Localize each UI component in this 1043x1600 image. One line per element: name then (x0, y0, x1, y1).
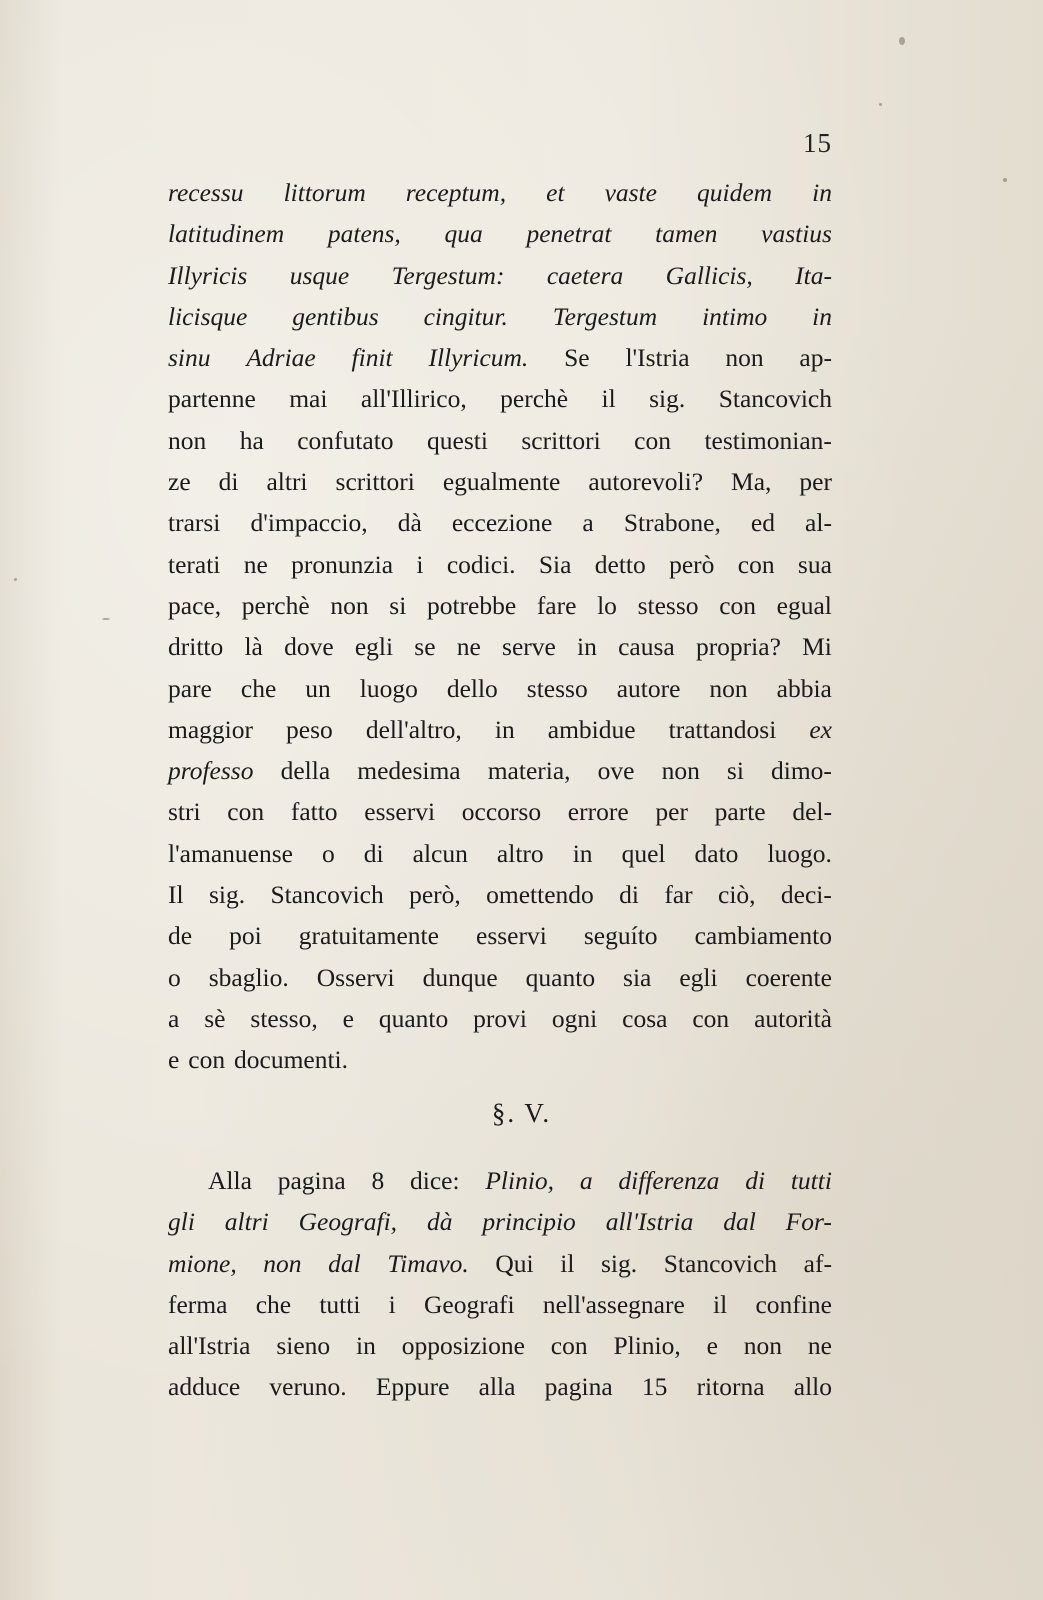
word: si (389, 590, 407, 620)
text-line (168, 502, 832, 543)
word: cosa (622, 1003, 668, 1033)
word: Gallicis, (665, 260, 753, 290)
text-line (168, 874, 832, 915)
word: pagina (544, 1372, 613, 1402)
word: per (799, 467, 832, 497)
word: licisque (168, 301, 248, 331)
word: provi (473, 1003, 527, 1033)
text-line (168, 1160, 832, 1201)
word: sua (797, 549, 832, 579)
word: receptum, (405, 178, 507, 207)
word: eccezione (451, 508, 553, 538)
word: esservi (476, 921, 547, 951)
word: trattandosi (668, 714, 777, 744)
word: con (634, 425, 671, 455)
text-line (168, 378, 832, 419)
word: Plinio, (485, 1166, 555, 1195)
word: seguíto (583, 921, 658, 951)
word: cambiamento (694, 921, 832, 951)
text-line (168, 461, 832, 502)
word: differenza (618, 1166, 720, 1195)
word: i (388, 1289, 396, 1319)
word: quidem (697, 178, 773, 207)
word: tutti (790, 1166, 832, 1195)
word: dal (723, 1207, 756, 1237)
word: autorità (754, 1003, 832, 1033)
word: veruno. (269, 1372, 347, 1402)
word: stesso, (250, 1003, 318, 1033)
word: ne (243, 549, 268, 579)
word: omettendo (486, 880, 594, 910)
word: vaste (604, 178, 657, 207)
word: fatto (290, 797, 338, 827)
word: in (812, 178, 832, 207)
word: i (416, 549, 424, 579)
word: sè (204, 1003, 226, 1033)
word: a (579, 1166, 593, 1195)
text-line (168, 1039, 832, 1080)
word: dunque (422, 962, 498, 992)
word: confine (755, 1289, 832, 1319)
word: Osservi (316, 962, 395, 992)
word: mai (289, 384, 328, 414)
word: errore (567, 797, 629, 827)
word: pronunzia (291, 549, 394, 579)
word: 8 (371, 1166, 385, 1195)
text-line (168, 833, 832, 874)
word: non (709, 673, 748, 703)
word: all'Istria (605, 1207, 694, 1237)
word: un (305, 673, 331, 703)
word: egli (679, 962, 718, 992)
word: maggior (168, 714, 253, 744)
word: sbaglio. (208, 962, 289, 992)
word: l'Istria (625, 343, 690, 373)
text-line (168, 420, 832, 461)
text-line (168, 544, 832, 585)
word: et (546, 178, 565, 207)
word: ferma (168, 1289, 228, 1319)
word: fare (536, 590, 577, 620)
word: in (812, 301, 832, 331)
word: d'impaccio, (250, 508, 368, 538)
word: in (494, 714, 515, 744)
word: dà (426, 1207, 453, 1237)
word: parte (714, 797, 766, 827)
word: stesso (526, 673, 588, 703)
word: con (188, 1045, 226, 1075)
word: Ita- (795, 260, 832, 290)
word: dal (328, 1248, 361, 1278)
text-line (168, 1366, 832, 1407)
word: cingitur. (423, 301, 508, 331)
word: poi (229, 921, 262, 951)
word: dato (694, 838, 739, 868)
word: il (601, 384, 616, 414)
word: ritorna (696, 1372, 765, 1402)
word: si (726, 756, 744, 786)
word: gratuitamente (298, 921, 439, 951)
word: Mi (802, 632, 832, 662)
word: trarsi (168, 508, 221, 538)
paragraph-section-v (168, 1160, 832, 1408)
text-line (168, 172, 832, 213)
word: egli (354, 632, 394, 662)
word: materia, (487, 756, 571, 786)
word: luogo. (767, 838, 832, 868)
word: occorso (461, 797, 542, 827)
text-line (168, 626, 832, 667)
word: non (263, 1248, 302, 1278)
text-line (168, 1284, 832, 1325)
word: intimo (702, 301, 768, 331)
word: in (572, 838, 593, 868)
word: Tergestum (552, 301, 658, 331)
word: patens, (327, 219, 401, 249)
word: con (719, 590, 757, 620)
text-line (168, 255, 832, 296)
word: partenne (168, 384, 256, 414)
word: questi (427, 425, 488, 455)
word: potrebbe (426, 590, 517, 620)
word: altri (266, 467, 308, 497)
word: Illyricum. (428, 343, 529, 373)
word: Eppure (375, 1372, 450, 1402)
word: che (255, 1289, 292, 1319)
word: causa (618, 632, 675, 662)
word: per (655, 797, 688, 827)
word: che (240, 673, 277, 703)
word: pagina (277, 1166, 346, 1195)
word: tutti (319, 1289, 361, 1319)
word: gentibus (292, 301, 379, 331)
word: For- (785, 1207, 832, 1237)
word: Sia (538, 549, 572, 579)
word: egualmente (442, 467, 561, 497)
word: terati (168, 549, 221, 579)
word: non (725, 343, 764, 373)
word: Stancovich (718, 384, 832, 414)
word: con (737, 549, 775, 579)
word: qua (444, 219, 483, 249)
word: scrittori (521, 425, 601, 455)
word: peso (286, 714, 333, 744)
word: scrittori (335, 467, 415, 497)
word: di (745, 1166, 766, 1195)
word: caetera (546, 260, 624, 290)
word: altro (496, 838, 544, 868)
text-line (168, 213, 832, 254)
word: adduce (168, 1372, 241, 1402)
word: detto (594, 549, 646, 579)
text-line (168, 337, 832, 378)
word: e (706, 1331, 718, 1361)
word: propria? (695, 632, 781, 662)
word: il (713, 1289, 728, 1319)
word: ex (809, 714, 832, 744)
text-line (168, 1325, 832, 1366)
word: luogo (359, 673, 418, 703)
text-line (168, 1201, 832, 1242)
word: 15 (641, 1372, 668, 1402)
word: ed (750, 508, 775, 538)
word: littorum (283, 178, 366, 207)
word: serve (502, 632, 556, 662)
word: Alla (208, 1166, 252, 1195)
word: nell'assegnare (542, 1289, 685, 1319)
word: dritto (168, 632, 224, 662)
word: Timavo. (387, 1248, 469, 1278)
word: allo (793, 1372, 832, 1402)
word: documenti. (234, 1045, 349, 1075)
word: deci- (780, 880, 832, 910)
word: ap- (799, 343, 832, 373)
word: alla (478, 1372, 516, 1402)
word: vastius (761, 219, 832, 249)
word: gli (168, 1207, 195, 1237)
word: del- (792, 797, 832, 827)
word: opposizione (401, 1331, 525, 1361)
word: a (582, 508, 594, 538)
word: non (661, 756, 700, 786)
word: ciò, (718, 880, 756, 910)
word: con (227, 797, 265, 827)
word: di (363, 838, 384, 868)
word: o (322, 838, 335, 868)
word: però, (409, 880, 461, 910)
word: perchè (500, 384, 569, 414)
word: e (342, 1003, 354, 1033)
word: far (664, 880, 693, 910)
word: Se (564, 343, 590, 373)
word: sig. (649, 384, 686, 414)
word: il (560, 1248, 575, 1278)
word: non (330, 590, 369, 620)
word: Stancovich (270, 880, 384, 910)
word: perchè (241, 590, 310, 620)
word: medesima (357, 756, 461, 786)
word: sig. (601, 1248, 638, 1278)
word: Adriae (246, 343, 316, 373)
word: pace, (168, 590, 222, 620)
text-line (168, 750, 832, 791)
word: penetrat (526, 219, 612, 249)
word: dove (284, 632, 334, 662)
word: in (356, 1331, 376, 1361)
word: e (168, 1045, 180, 1075)
word: mione, (168, 1248, 237, 1278)
paragraph-continued (168, 172, 832, 1081)
word: dell'altro, (365, 714, 462, 744)
word: stri (168, 797, 201, 827)
word: a (168, 1003, 180, 1033)
word: o (168, 962, 181, 992)
text-line (168, 668, 832, 709)
section-heading: §. V. (491, 1098, 552, 1128)
word: dà (397, 508, 422, 538)
word: confutato (297, 425, 394, 455)
word: di (619, 880, 639, 910)
word: all'Istria (168, 1331, 251, 1361)
word: quanto (525, 962, 596, 992)
word: con (692, 1003, 730, 1033)
word: finit (351, 343, 393, 373)
word: in (577, 632, 597, 662)
word: con (550, 1331, 588, 1361)
word: ove (597, 756, 635, 786)
word: quanto (378, 1003, 449, 1033)
word: al- (805, 508, 832, 538)
word: sig. (208, 880, 246, 910)
word: l'amanuense (168, 838, 293, 868)
word: sieno (276, 1331, 331, 1361)
word: Ma, (731, 467, 772, 497)
word: Plinio, (613, 1331, 681, 1361)
word: Geografi (423, 1289, 515, 1319)
text-line (168, 957, 832, 998)
word: esservi (364, 797, 436, 827)
word: altri (224, 1207, 269, 1237)
word: di (218, 467, 239, 497)
word: Qui (495, 1248, 534, 1278)
word: dice: (409, 1166, 460, 1195)
word: autorevoli? (588, 467, 704, 497)
word: ha (239, 425, 264, 455)
word: dello (446, 673, 498, 703)
word: lo (597, 590, 617, 620)
word: principio (482, 1207, 576, 1237)
word: Il (168, 880, 184, 910)
word: ne (456, 632, 481, 662)
text-line (168, 585, 832, 626)
word: ambidue (547, 714, 636, 744)
word: stesso (637, 590, 699, 620)
text-line (168, 915, 832, 956)
word: egual (776, 590, 832, 620)
word: recessu (168, 178, 244, 207)
word: Illyricis (168, 260, 248, 290)
word: all'Illirico, (360, 384, 467, 414)
word: non (743, 1331, 783, 1361)
word: dimo- (771, 756, 832, 786)
word: autore (616, 673, 681, 703)
word: alcun (412, 838, 468, 868)
word: af- (803, 1248, 832, 1278)
word: Tergestum: (391, 260, 505, 290)
word: pare (168, 673, 212, 703)
word: testimonian- (704, 425, 832, 455)
word: latitudinem (168, 219, 285, 249)
word: de (168, 921, 193, 951)
word: se (414, 632, 436, 662)
text-line (168, 998, 832, 1039)
text-line (168, 709, 832, 750)
word: professo (168, 756, 254, 786)
word: là (244, 632, 263, 662)
text-line (168, 1243, 832, 1284)
word: coerente (745, 962, 832, 992)
word: ne (807, 1331, 832, 1361)
text-line (168, 791, 832, 832)
word: ogni (551, 1003, 598, 1033)
word: usque (289, 260, 350, 290)
word: quel (621, 838, 666, 868)
word: ze (168, 467, 191, 497)
word: tamen (655, 219, 718, 249)
word: abbia (776, 673, 832, 703)
word: Strabone, (623, 508, 721, 538)
word: codici. (446, 549, 516, 579)
word: sinu (168, 343, 211, 373)
word: sia (623, 962, 652, 992)
page-number: 15 (803, 128, 832, 158)
text-line (168, 296, 832, 337)
word: Stancovich (663, 1248, 778, 1278)
word: non (168, 425, 207, 455)
word: della (280, 756, 331, 786)
word: però (669, 549, 715, 579)
word: Geografi, (298, 1207, 398, 1237)
